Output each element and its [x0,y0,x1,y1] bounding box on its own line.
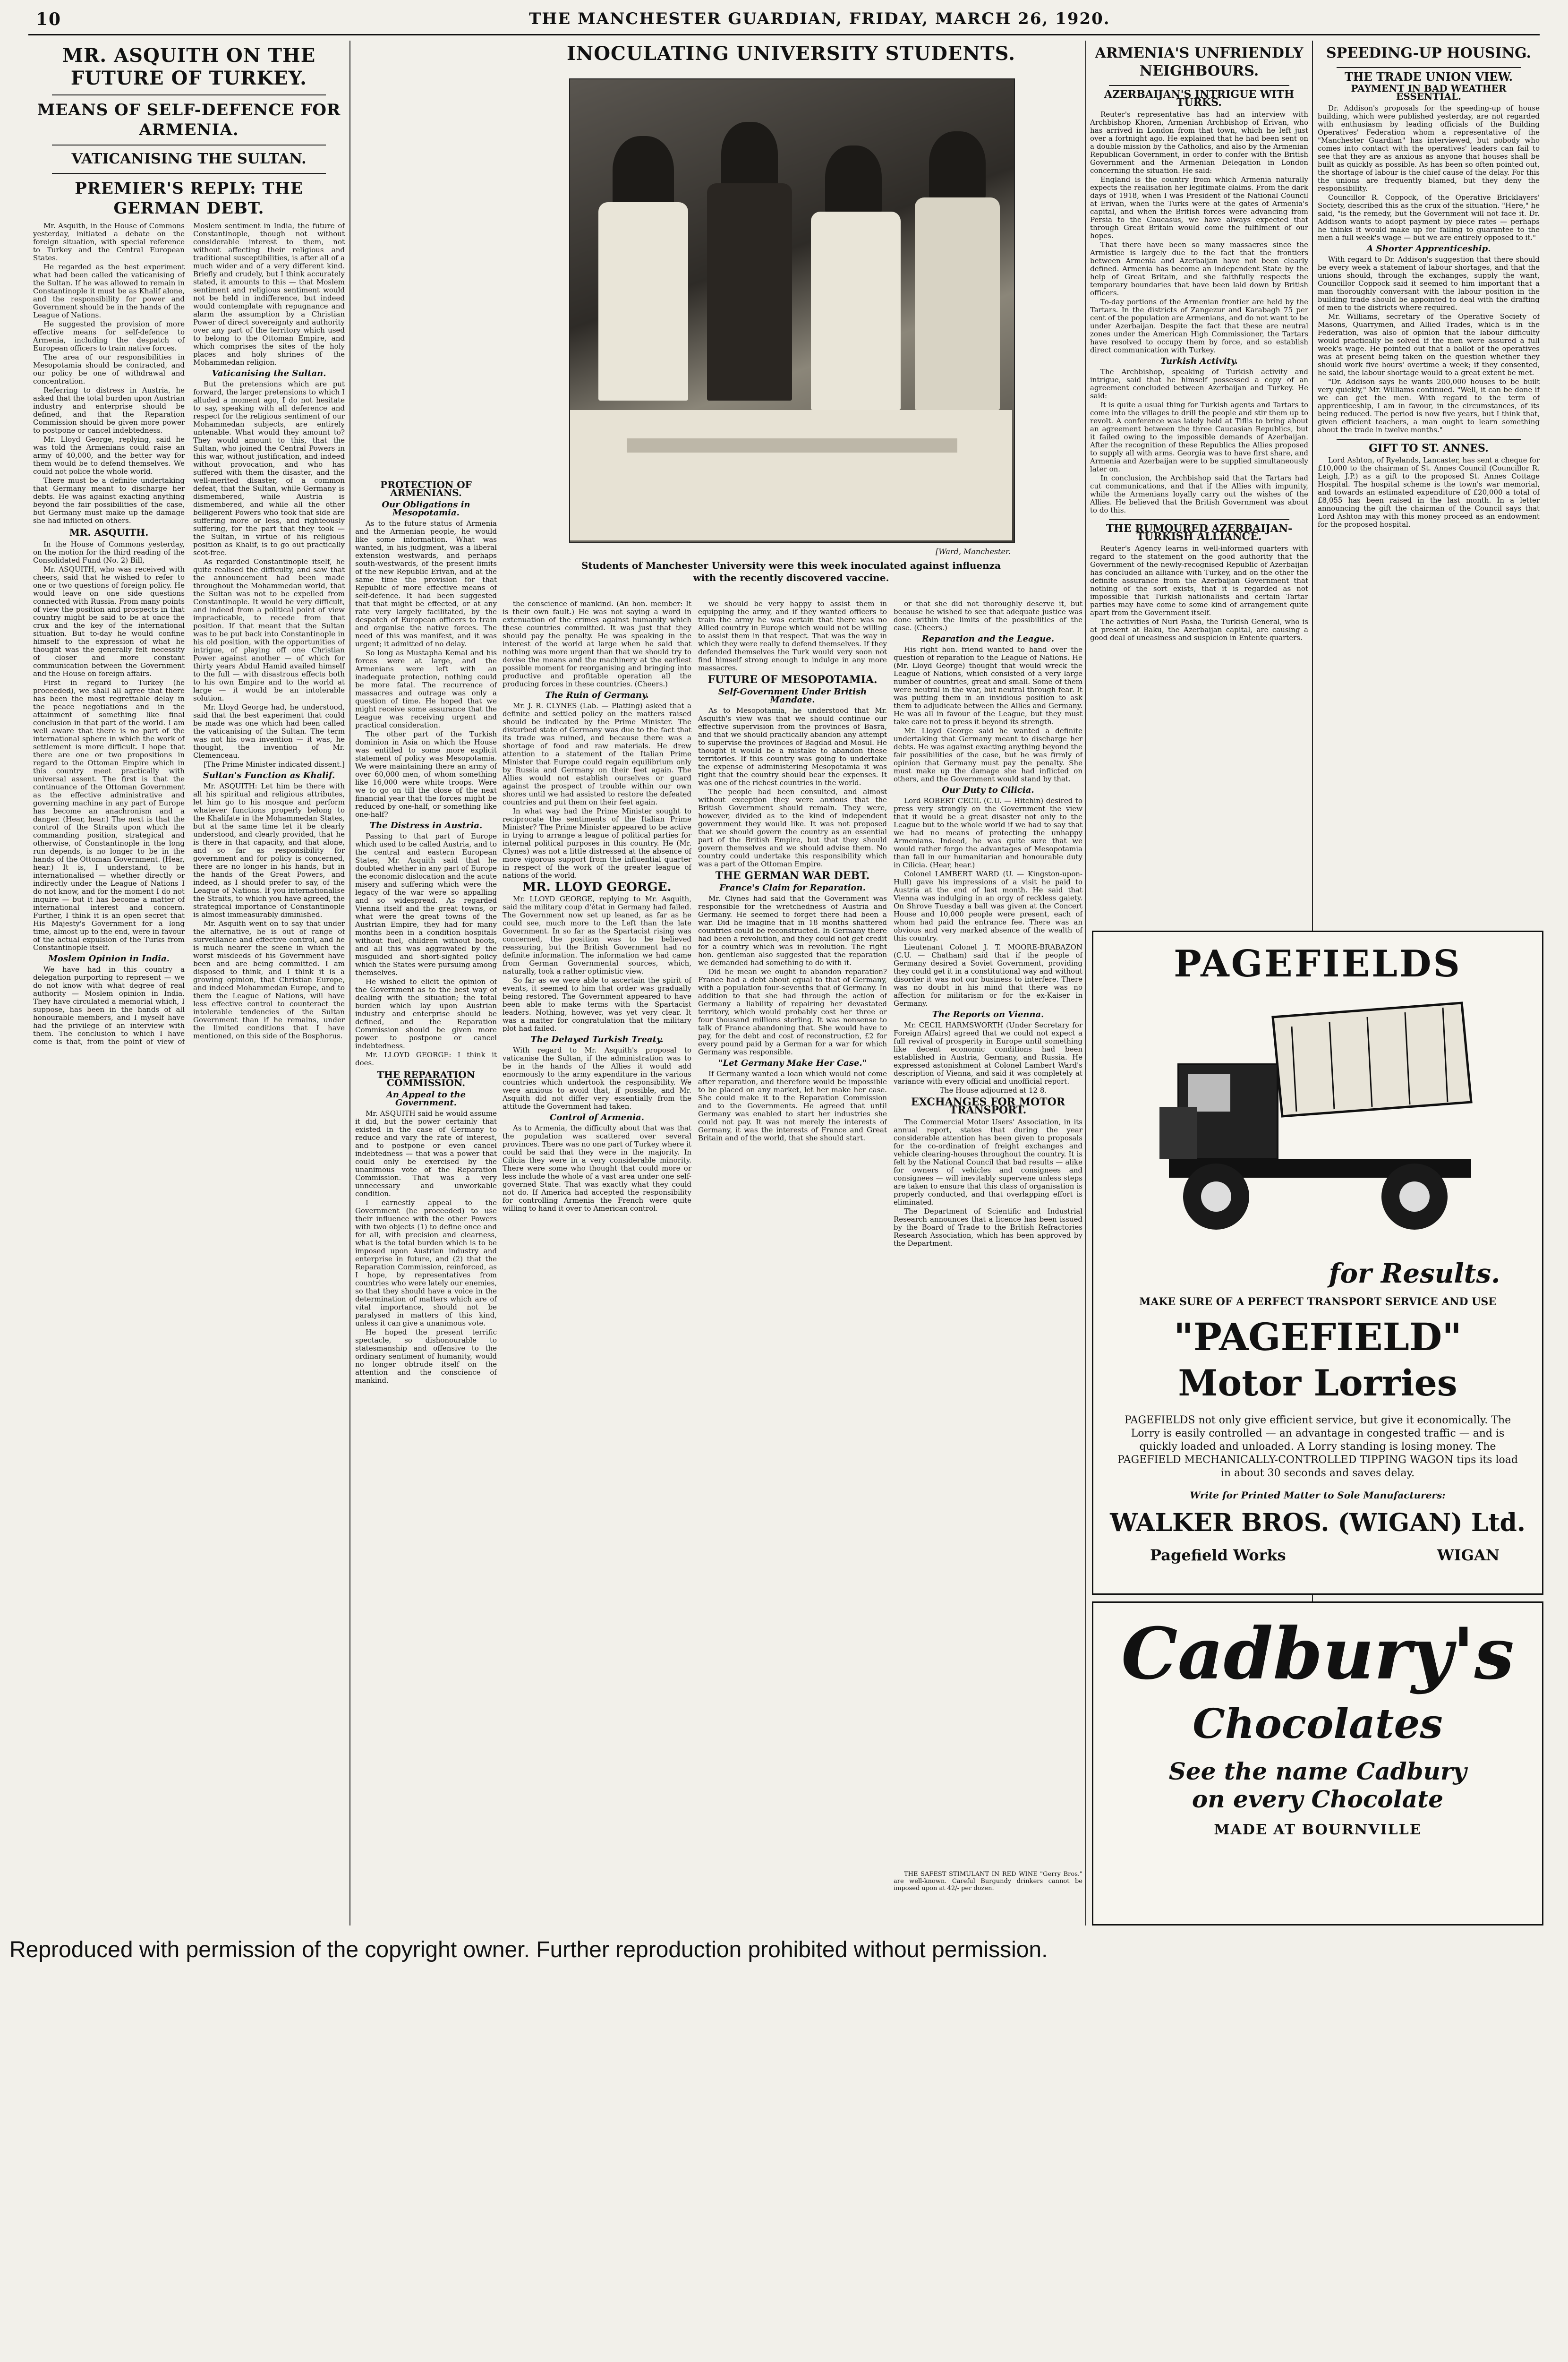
subheading: FUTURE OF MESOPOTAMIA. [707,674,878,686]
paragraph: We have had in this country a delegation purporting to represent — we do not know with what degree of real authority — Moslem opinion in India. They have circulated a memorial which, I suppose, has been in the hands of all honourable members, and I myself have had the privilege of an interview with them. The conclusion to which I have come is that, from the point of view of Moslem sentiment in India, the future of Constantinople, though not without considerable interest to them, not without affecting their religious and traditional susceptibilities, is after all of a much wider and of a very different kind. Briefly and crudely, but I think accurately stated, it amounts to this — that Moslem sentiment and religious sentiment would not be held in indifference, but indeed would contemplate with repugnance and alarm the assumption by a Christian Power of direct sovereignty and authority over any part of the territory which used to belong to the Ottoman Empire, and which comprises the sites of the holy places and holy shrines of the Mohammedan religion. [33,222,345,1046]
subheading: Our Obligations in Mesopotamia. [382,500,470,518]
paragraph: Mr. Lloyd George, replying, said he was told the Armenians could raise an army of 40,000, and the better way for them would be to defend themselves. We could not police the whole world. [33,435,185,476]
article-deck: THE TRADE UNION VIEW. [1344,70,1513,84]
subheading: The Distress in Austria. [369,821,483,830]
paragraph: Lieutenant Colonel J. T. MOORE-BRABAZON (C.U. — Chatham) said that if the people of Germany desired a Soviet Government, providing they could get it in a constitutional way and without disorder it was not our business to interfere. There was no doubt in his mind that there was no affection for militarism or for the ex-Kaiser in Germany. [894,943,1082,1008]
ad-write: Write for Printed Matter to Sole Manufacturers: [1190,1489,1446,1501]
paragraph: There must be a definite undertaking that Germany meant to discharge her debts. He was against exacting anything beyond the fair possibilities of the case, but Germany must make up the damage she had inflicted on others. [33,476,185,525]
subheading: EXCHANGES FOR MOTOR TRANSPORT. [911,1096,1065,1116]
column-rule [1085,41,1086,1926]
paragraph: "Dr. Addison says he wants 200,000 houses to be built very quickly," Mr. Williams continued. "Well, it can be done if we can get the men. With regard to the term of apprenticeship, I am in favour, in the circumstances, of its being reduced. The period is now five years, but I think that, given efficient teachers, a man ought to learn something about the trade in twelve months." [1318,377,1540,434]
subheading: MR. ASQUITH. [69,527,149,538]
center-column-a [503,600,691,1923]
ad-works: Pagefield Works [1150,1546,1286,1564]
paragraph: The other part of the Turkish dominion in Asia on which the House was entitled to some more explicit statement of policy was Mesopotamia. We were maintaining there an army of over 60,000 men, of whom something like 16,000 were white troops. Were we to go on till the close of the next financial year that the forces might be reduced by one-half, or something like one-half? [355,730,497,819]
paragraph: Mr. LLOYD GEORGE: I think it does. [355,1051,497,1067]
paragraph: With regard to Mr. Asquith's proposal to vaticanise the Sultan, if the administration was to be in the hands of the Allies it would add enormously to the army expenditure in the various countries which undertook the responsibility. We were anxious to avoid that, if possible, and Mr. Asquith did not differ very essentially from the attitude the Government had taken. [503,1046,691,1111]
article-deck: PAYMENT IN BAD WEATHER ESSENTIAL. [1351,83,1507,102]
ad-line: MAKE SURE OF A PERFECT TRANSPORT SERVICE AND USE [1139,1296,1496,1308]
paragraph: The Archbishop, speaking of Turkish activity and intrigue, said that he himself possessed a copy of an agreement concluded between Azerbaijan and Turkey. He said: [1090,368,1308,400]
paragraph: The activities of Nuri Pasha, the Turkish General, who is at present at Baku, the Azerbaijan capital, are causing a good deal of uneasiness and suspicion in Entente quarters. [1090,617,1308,642]
paragraph: In the House of Commons yesterday, on the motion for the third reading of the Consolidated Fund (No. 2) Bill, [33,540,185,565]
paragraph: The Commercial Motor Users' Association, in its annual report, states that during the year considerable attention has been given to proposals for the co-ordination of freight exchanges and vehicle clearing-houses throughout the country. It is felt by the National Council that bad results — alike for owners of vehicles and consignees and consignees — will inevitably supervene unless steps are taken to ensure that this class of organisation is properly conducted, and that overlapping effort is eliminated. [894,1118,1082,1207]
paragraph: In what way had the Prime Minister sought to reciprocate the sentiments of the Italian Prime Minister? The Prime Minister appeared to be active in trying to arrange a league of political parties for internal political purposes in this country. He (Mr. Clynes) was not a little distressed at the absence of more vigorous support from the influential quarter in respect of the work of the greater league of nations of the world. [503,807,691,880]
paragraph: Mr. ASQUITH, who was received with cheers, said that he wished to refer to one or two questions of foreign policy. He would leave on one side questions connected with Russia. From many points of view the position and prospects in that country might be said to be at once the crux and the key of the international situation. But to-day he would confine himself to the expression of what he thought was the generally felt necessity of closer and more constant communication between the Government and the House on foreign affairs. [33,565,185,678]
paragraph: the conscience of mankind. (An hon. member: It is their own fault.) He was not saying a word in extenuation of the crimes against humanity which these countries committed. It was just that they should pay the penalty. He was speaking in the interest of the world at large when he said that nothing was more urgent than that we should try to devise the means and the machinery at the earliest possible moment for reorganising and bringing into productive and profitable operation all the producing forces in these countries. (Cheers.) [503,600,691,688]
photo-block [501,41,1082,598]
paragraph: So long as Mustapha Kemal and his forces were at large, and the Armenians were left with an inadequate protection, nothing could be more fatal. The recurrence of massacres and outrage was only a question of time. He hoped that we might receive some assurance that the League was receiving urgent and practical consideration. [355,649,497,729]
subheading: Moslem Opinion in India. [48,954,170,964]
cadbury-made: MADE AT BOURNVILLE [1214,1822,1422,1838]
paragraph: Mr. Asquith went on to say that under the alternative, he is out of range of surveillance and effective control, and he is much nearer the scene in which the worst misdeeds of his Government have been and are being committed. I am disposed to think, and I think it is a growing opinion, that Christian Europe, and indeed Mohammedan Europe, and to them the League of Nations, will have less effective control to counteract the intolerable tendencies of the Sultan Government than if he remains, under the limited conditions that I have mentioned, on this side of the Bosphorus. [193,919,345,1040]
subheading: Reparation and the League. [921,634,1055,644]
right-column [1090,41,1308,929]
left-article [33,41,345,1930]
article-headline: SPEEDING-UP HOUSING. [1326,45,1531,61]
paragraph: THE SAFEST STIMULANT IN RED WINE "Gerry Bros." are well-known. Careful Burgundy drinkers cannot be imposed upon at 42/- per dozen. [894,1871,1082,1892]
subheading: Control of Armenia. [549,1113,645,1122]
paragraph: England is the country from which Armenia naturally expects the realisation her legitimate claims. From the dark days of 1918, when I was President of the National Council at Erivan, when the Turks were at the gates of Armenia's capital, and when the British forces were advancing from Persia to the Caucasus, we have always expected that through Great Britain would come the fulfilment of our hopes. [1090,175,1308,240]
paragraph: Passing to that part of Europe which used to be called Austria, and to the central and eastern European States, Mr. Asquith said that he doubted whether in any part of Europe the economic dislocation and the acute misery and suffering which were the legacy of the war were so appalling and so widespread. As regarded Vienna itself and the great towns, or what were the great towns of the Austrian Empire, they had for many months been in a condition hospitals without fuel, children without boots, and all this was aggravated by the misguided and short-sighted policy which the States were pursuing among themselves. [355,832,497,977]
ad-tagline: for Results. [1329,1258,1500,1289]
subheading: GIFT TO ST. ANNES. [1369,442,1489,454]
paragraph: Mr. Clynes had said that the Government was responsible for the wretchedness of Austria and Germany. He seemed to forget there had been a war. Did he imagine that in 18 months shattered countries could be reconstructed. In Germany there had been a revolution, and they could not get credit for a country which was in revolution. The right hon. gentleman also suggested that the reparation we demanded had something to do with it. [698,894,887,967]
paragraph: First in regard to Turkey (he proceeded), we shall all agree that there has been the most regrettable delay in the peace negotiations and in the attainment of something like final conclusion in that part of the world. I am well aware that there is no part of the international sphere in which the work of settlement is more difficult. I hope that there are one or two propositions in regard to the Ottoman Empire which in this country meet practically with universal assent. The first is that the continuance of the Ottoman Government as the effective administrative and governing machine in any part of Europe has become an anachronism and a danger. (Hear, hear.) The next is that the control of the Straits upon which the commanding position, strategical and otherwise, of Constantinople in the long run depends, is no longer to be in the hands of the Ottoman Government. (Hear, hear.) It is, I understand, to be internationalised — whether directly or indirectly under the League of Nations I do not know, and for the moment I do not inquire — but it has become a matter of international interest and concern. Further, I think it is an open secret that His Majesty's Government for a long time, almost up to the end, were in favour of the actual expulsion of the Turks from Constantinople itself. [33,678,185,952]
subheading: Sultan's Function as Khalif. [203,770,335,780]
small-notice [894,1871,1082,1918]
paragraph: He regarded as the best experiment what had been called the vaticanising of the Sultan. If he was allowed to remain in Constantinople it must be as Khalif alone, and the responsibility for power and Government should be in the hands of the League of Nations. [33,263,185,319]
cadbury-line: on every Chocolate [1192,1785,1444,1813]
photo-headline: INOCULATING UNIVERSITY STUDENTS. [566,43,1016,65]
paragraph: Lord Ashton, of Ryelands, Lancaster, has sent a cheque for £10,000 to the chairman of St. Annes Council (Councillor R. Leigh, J.P.) as a gift to the proposed St. Annes Cottage Hospital. The hospital scheme is the town's war memorial, and towards an estimated expenditure of £20,000 a total of £8,055 has been raised in the last month. In a letter announcing the gift the chairman of the Council says that Lord Ashton may with this money proceed as an endowment for the proposed hospital. [1318,456,1540,529]
paragraph: If Germany wanted a loan which would not come after reparation, and therefore would be impossible to be placed on any market, let her make her case. She could make it to the Reparation Commission and to the Governments. He agreed that until Germany was enabled to start her industries she could not pay. It was not merely the interests of Germany, it was the interests of France and Great Britain and of the world, that she should start. [698,1070,887,1142]
paragraph: Mr. LLOYD GEORGE, replying to Mr. Asquith, said the military coup d'état in Germany had failed. The Government now set up leaned, as far as he could see, much more to the Left than the late Government. In so far as the Spartacist rising was concerned, the position was to be believed reassuring, but the British Government had no definite information. The information we had came from German Governmental sources, which, naturally, took a rather optimistic view. [503,895,691,976]
cadbury-line: See the name Cadbury [1168,1757,1467,1785]
subheading: THE GERMAN WAR DEBT. [715,870,870,882]
subheading: France's Claim for Reparation. [719,883,866,893]
subheading: PROTECTION OF ARMENIANS. [380,479,472,498]
article-deck: VATICANISING THE SULTAN. [71,151,307,167]
paragraph: or that she did not thoroughly deserve it, but because he wished to see that adequate justice was done within the limits of the possibilities of the case. (Cheers.) [894,600,1082,632]
paragraph: As to Armenia, the difficulty about that was that the population was scattered over several provinces. There was no one part of Turkey where it could be said that they were in the majority. In Cilicia they were in a very considerable minority. There were some who thought that could more or less include the whole of a vast area under one self-governed State. That was exactly what they could not do. If America had accepted the responsibility for controlling Armenia the French were quite willing to hand it over to American control. [503,1124,691,1213]
pagefields-advertisement [1092,931,1543,1595]
ad-title: PAGEFIELDS [1174,942,1462,985]
paragraph: Lord ROBERT CECIL (C.U. — Hitchin) desired to press very strongly on the Government the view that it would be a great disaster not only to the League but to the whole world if we had to say that we had no means of protecting the unhappy Armenians. Indeed, he was quite sure that we would rather forgo the advantages of Mesopotamia than fall in our humanitarian and honourable duty in Cilicia. (Hear, hear.) [894,796,1082,869]
paragraph: Did he mean we ought to abandon reparation? France had a debt about equal to that of Germany, with a population four-sevenths that of Germany. In addition to that she had through the action of Germany a liability of repairing her devastated territory, which would probably cost her three or four thousand millions sterling. It was nonsense to talk of France abandoning that. She would have to pay, for the debt and cost of reconstruction, £2 for every pound paid by a German for a war for which Germany was responsible. [698,967,887,1056]
paragraph: Mr. Asquith, in the House of Commons yesterday, initiated a debate on the foreign situation, with special reference to Turkey and the Central European States. [33,222,185,262]
paragraph: Mr. CECIL HARMSWORTH (Under Secretary for Foreign Affairs) agreed that we could not expect a full revival of prosperity in Europe until something like decent economic conditions had been established in Austria, Germany, and Russia. He expressed astonishment at Colonel Lambert Ward's description of Vienna, and said it was completely at variance with every official and unofficial report. [894,1021,1082,1086]
subheading: Self-Government Under British Mandate. [718,687,867,705]
paragraph: He hoped the present terrific spectacle, so dishonourable to statesmanship and offensive to the ordinary sentiment of humanity, would no longer obtrude itself on the attention and the conscience of mankind. [355,1328,497,1385]
paragraph: As regarded Constantinople itself, he quite realised the difficulty, and saw that the announcement had been made throughout the Mohammedan world, that the Sultan was not to be expelled from Constantinople. It would be very difficult, and indeed from a political point of view impracticable, to recede from that position. If that meant that the Sultan was to be put back into Constantinople in his old position, with the opportunities of intrigue, of playing off one Christian Power against another — of which for thirty years Abdul Hamid availed himself to the full — with disastrous effects both to his own Empire and to the world at large — it would be an intolerable solution. [193,557,345,702]
paragraph: The area of our responsibilities in Mesopotamia should be contracted, and our policy be one of withdrawal and concentration. [33,353,185,385]
far-right-column [1318,41,1540,929]
subheading: THE REPARATION COMMISSION. [377,1069,475,1088]
paragraph: Councillor R. Coppock, of the Operative Bricklayers' Society, described this as the crux of the situation. "Here," he said, "is the remedy, but the Government will not face it. Dr. Addison wants to adopt payment by piece rates — perhaps he thinks it would make up for failing to guarantee to the men a full week's wage — but we are entirely opposed to it." [1318,193,1540,242]
paragraph: He suggested the provision of more effective means for self-defence to Armenia, including the despatch of European officers to train native forces. [33,320,185,352]
paragraph: I earnestly appeal to the Government (he proceeded) to use their influence with the other Powers with two objects (1) to define once and for all, with precision and clearness, what is the total burden which is to be imposed upon Austrian industry and enterprise in future, and (2) that the Reparation Commission, reinforced, as I hope, by representatives from countries who were lately our enemies, so that they should have a voice in the determination of matters which are of vital importance, should not be paralysed in matters of this kind, unless it can give a unanimous vote. [355,1198,497,1327]
subheading: The Ruin of Germany. [545,690,649,700]
subheading: Vaticanising the Sultan. [212,368,326,378]
paragraph: But the pretensions which are put forward, the larger pretensions to which I alluded a moment ago, I do not hesitate to say, speaking with all deference and respect for the religious sentiment of our Mohammedan subjects, are entirely untenable. What would they amount to? They would amount to this, that the Sultan, who joined the Central Powers in this war, without justification, and indeed without provocation, and who has suffered with them the disaster, and the well-merited disaster, of a common defeat, that the Sultan, while Germany is dismembered, while Austria is dismembered, and while all the other belligerent Powers who took that side are suffering more or less, and righteously suffering, for the part that they took — the Sultan, in virtue of his religious position as Khalif, is to go out practically scot-free. [193,380,345,557]
paragraph: In conclusion, the Archbishop said that the Tartars had cut communications, and that if the Allies with impunity, while the Armenians loyally carry out the wishes of the Allies. He believed that the British Government was about to do this. [1090,474,1308,514]
paragraph: To-day portions of the Armenian frontier are held by the Tartars. In the districts of Zangezur and Karabagh 75 per cent of the population are Armenians, and do not want to be under Azerbaijan. Despite the fact that these are neutral zones under the American High Commissioner, the Tartars have resolved to occupy them by force, and so establish direct communication with Turkey. [1090,298,1308,354]
cadbury-logo: Cadbury's [1121,1612,1514,1695]
subheading: The Reports on Vienna. [932,1010,1044,1019]
ad-brand: "PAGEFIELD" [1174,1315,1462,1359]
paragraph: So far as we were able to ascertain the spirit of events, it seemed to him that order was gradually being restored. The Government appeared to have been able to make terms with the Spartacist leaders. Nothing, however, was yet very clear. It was a matter for congratulation that the military plot had failed. [503,976,691,1033]
paragraph: With regard to Dr. Addison's suggestion that there should be every week a statement of labour shortages, and that the unions should, through the exchanges, supply the want, Councillor Coppock said it seemed to him important that a man thoroughly conversant with the labour position in the building trade should be appointed to deal with the drafting of men to the districts where required. [1318,255,1540,312]
paragraph: That there have been so many massacres since the Armistice is largely due to the fact that the frontiers between Armenia and Azerbaijan have not been clearly defined. Armenia has become an independent State by the help of Great Britain, and she faithfully respects the temporary boundaries that have been laid down by British officers. [1090,240,1308,297]
photograph [569,78,1015,543]
center-column-b [698,600,887,1923]
paragraph: It is quite a usual thing for Turkish agents and Tartars to come into the villages to drill the people and stir them up to revolt. A conference was lately held at Tiflis to bring about an agreement between the three Caucasian Republics, but it failed owing to the impossible demands of Azerbaijan. After the recognition of these Republics the Allies proposed to supply all with arms. Georgia was to have first share, and Armenia and Azerbaijan were to be supplied simultaneously later on. [1090,401,1308,473]
paragraph: Dr. Addison's proposals for the speeding-up of house building, which were published yesterday, are not regarded with enthusiasm by leading officials of the Building Operatives' Federation whom a representative of the "Manchester Guardian" has interviewed, but nobody who comes into contact with the operatives' leaders can fail to see that they are as anxious as anyone that houses shall be built as quickly as possible. As has been so often pointed out, the shortage of labour is the chief cause of the delay. For this the unions are frequently blamed, but they deny the responsibility. [1318,104,1540,193]
article-deck: MEANS OF SELF-DEFENCE FOR ARMENIA. [37,101,341,139]
paragraph: His right hon. friend wanted to hand over the question of reparation to the League of Nations. He (Mr. Lloyd George) thought that would wreck the League of Nations, which consisted of a very large number of countries, great and small. Some of them were neutral in the war, but neutral through fear. It was putting them in an invidious position to ask them to adjudicate between the Allies and Germany. He was all in favour of the League, but they must take care not to press it beyond its strength. [894,645,1082,726]
subheading: MR. LLOYD GEORGE. [522,880,672,894]
paragraph: As to the future status of Armenia and the Armenian people, he would like some information. What was wanted, in his judgment, was a liberal extension westwards, and perhaps south-westwards, of the present limits of the new Republic Erivan, and at the same time the provision for that Republic of more effective means of self-defence. It had been suggested that that might be effected, or at any rate very largely facilitated, by the despatch of European officers to train and organise the native forces. The need of this was manifest, and it was urgent; it admitted of no delay. [355,519,497,648]
paragraph: Mr. ASQUITH said he would assume it did, but the power certainly that existed in the case of Germany to reduce and vary the rate of interest, and to postpone or even cancel indebtedness — that was a power that could only be exercised by the unanimous vote of the Reparation Commission. That was a very unnecessary and unworkable condition. [355,1109,497,1198]
paragraph: The people had been consulted, and almost without exception they were anxious that the British Government should remain. They were, however, divided as to the kind of independent government they would like. It was not proposed that we should govern the country as an essential part of the British Empire, but that they should govern themselves and we should advise them. No country could undertake this responsibility which was a part of the Ottoman Empire. [698,787,887,868]
photo-credit: [Ward, Manchester. [936,547,1011,556]
ad-product: Motor Lorries [1178,1362,1457,1404]
center-column-c [894,600,1082,1923]
cadbury-advertisement [1092,1601,1543,1926]
lorry-illustration [1150,998,1481,1234]
subheading: Our Duty to Cilicia. [942,785,1034,795]
paragraph: Reuter's Agency learns in well-informed quarters with regard to the statement on the good authority that the Government of the newly-recognised Republic of Azerbaijan has concluded an alliance with Turkey, and on the other the definite assurance from the Azerbaijan Government that nothing of the sort exists, that it is regarded as not impossible that Turkish nationalists and certain Tartar parties may have come to some kind of arrangement quite apart from the Government itself. [1090,544,1308,617]
subheading: An Appeal to the Government. [386,1090,466,1108]
paragraph: The House adjourned at 12 8. [939,1086,1047,1095]
subheading: A Shorter Apprenticeship. [1366,244,1491,254]
copyright-footer: Reproduced with permission of the copyright owner. Further reproduction prohibited without permission. [9,1937,1048,1962]
mid-left-column [355,477,497,2362]
paragraph: The Department of Scientific and Industrial Research announces that a licence has been issued by the Board of Trade to the British Refractories Research Association, which has been approved by the Department. [894,1207,1082,1248]
subheading: Turkish Activity. [1160,356,1238,366]
subheading: THE RUMOURED AZERBAIJAN-TURKISH ALLIANCE. [1106,522,1293,543]
subheading: The Delayed Turkish Treaty. [530,1035,664,1044]
paragraph: [The Prime Minister indicated dissent.] [204,760,345,769]
paragraph: Mr. Lloyd George had, he understood, said that the best experiment that could be made was one which had been called the vaticanising of the Sultan. The term was not his own invention — it was, he thought, the invention of Mr. Clemenceau. [193,703,345,760]
cadbury-product: Chocolates [1193,1700,1443,1748]
ad-maker: WALKER BROS. (WIGAN) Ltd. [1110,1508,1525,1537]
masthead [28,6,1540,35]
paragraph: we should be very happy to assist them in equipping the army, and if they wanted officers to train the army he was certain that there was no Allied country in Europe which would not be willing to assist them in that respect. That was the way in which they were really to defend themselves. If they defended themselves the Turk would very soon not find himself strong enough to indulge in any more massacres. [698,600,887,672]
paragraph: Colonel LAMBERT WARD (U. — Kingston-upon-Hull) gave his impressions of a visit he paid to Austria at the end of last month. He said that Vienna was indulging in an orgy of reckless gaiety. On Shrove Tuesday a ball was given at the Concert House and 10,000 people were present, each of whom had paid the entrance fee. There was an obvious and very marked absence of the wealth of this country. [894,870,1082,942]
column-rule [349,41,350,1926]
photo-caption: Students of Manchester University were this week inoculated against influenza with the recently discovered vaccine. [581,560,1001,583]
paragraph: Mr. Lloyd George said he wanted a definite undertaking that Germany meant to discharge her debts. He was against exacting anything beyond the fair possibilities of the case, but he was firmly of opinion that Germany must pay the penalty. She must make up the damage she had inflicted on others, and the Government would stand by that. [894,727,1082,783]
paragraph: Mr. J. R. CLYNES (Lab. — Platting) asked that a definite and settled policy on the matters raised should be indicated by the Prime Minister. The disturbed state of Germany was due to the fact that its trade was ruined, and because there was a shortage of food and raw materials. He drew attention to a statement of the Italian Prime Minister that Europe could regain equilibrium only by Russia and Germany on their feet again. The Allies would not establish ourselves or guard against the prospect of trouble within our own shores until we had assisted to restore the defeated countries and put them on their feet again. [503,702,691,806]
article-headline: ARMENIA'S UNFRIENDLY NEIGHBOURS. [1095,45,1304,79]
paragraph: Referring to distress in Austria, he asked that the total burden upon Austrian industry and enterprise should be defined, and that the Reparation Commission should be given more power to postpone or cancel indebtedness. [33,386,185,435]
paragraph: Mr. ASQUITH: Let him be there with all his spiritual and religious attributes, let him go to his mosque and perform whatever functions properly belong to the Khalifate in the Mohammedan States, but at the same time let it be clearly understood, and clearly provided, that he is there in that capacity, and that alone, and so far as responsibility for government and for policy is concerned, there are no longer in his hands, but in the hands of the Great Powers, and indeed, as I should prefer to say, of the League of Nations. If you internationalise the Straits, to which you have agreed, the strategical importance of Constantinople is almost immeasurably diminished. [193,782,345,919]
subheading: "Let Germany Make Her Case." [718,1058,867,1068]
article-headline: MR. ASQUITH ON THE FUTURE OF TURKEY. [62,44,316,89]
paragraph: Reuter's representative has had an interview with Archbishop Khoren, Armenian Archbishop of Erivan, who has arrived in London from that town, which he left just over a fortnight ago. He explained that he had been sent on a double mission by the Catholics, and also by the Armenian Republican Government, in order to confer with the British Government and the Armenian Delegation in London concerning the situation. He said: [1090,110,1308,175]
page-number: 10 [36,9,62,29]
paragraph: Mr. Williams, secretary of the Operative Society of Masons, Quarrymen, and Allied Trades, which is in the Federation, was also of opinion that the labour difficulty would practically be solved if the men were assured a full week's wage. He pointed out that a ballot of the operatives was at present being taken on the question whether they should work five hours' overtime a week; if they consented, he said, the labour shortage would to a great extent be met. [1318,312,1540,377]
article-deck: AZERBAIJAN'S INTRIGUE WITH TURKS. [1104,88,1294,109]
article-deck: PREMIER'S REPLY: THE GERMAN DEBT. [75,179,303,218]
paragraph: As to Mesopotamia, he understood that Mr. Asquith's view was that we should continue our effective supervision from the provinces of Basra, and that we should practically abandon any attempt to supervise the provinces of Bagdad and Mosul. He thought it would be a mistake to abandon these territories. If this country was going to undertake the expense of administering Mesopotamia it was right that the country should bear the expenses. It was one of the richest countries in the world. [698,706,887,787]
ad-town: WIGAN [1437,1546,1500,1564]
masthead-title: THE MANCHESTER GUARDIAN, FRIDAY, MARCH 26, 1920. [529,9,1110,28]
ad-body: PAGEFIELDS not only give efficient service, but give it economically. The Lorry is easily controlled — an advantage in congested traffic — and is quickly loaded and unloaded. A Lorry standing is losing money. The PAGEFIELD MECHANICALLY-CONTROLLED TIPPING WAGON tips its load in about 30 seconds and saves delay. [1117,1414,1518,1479]
paragraph: He wished to elicit the opinion of the Government as to the best way of dealing with the situation; the total burden which lay upon Austrian industry and enterprise should be defined, and the Reparation Commission should be given more power to postpone or cancel indebtedness. [355,977,497,1050]
